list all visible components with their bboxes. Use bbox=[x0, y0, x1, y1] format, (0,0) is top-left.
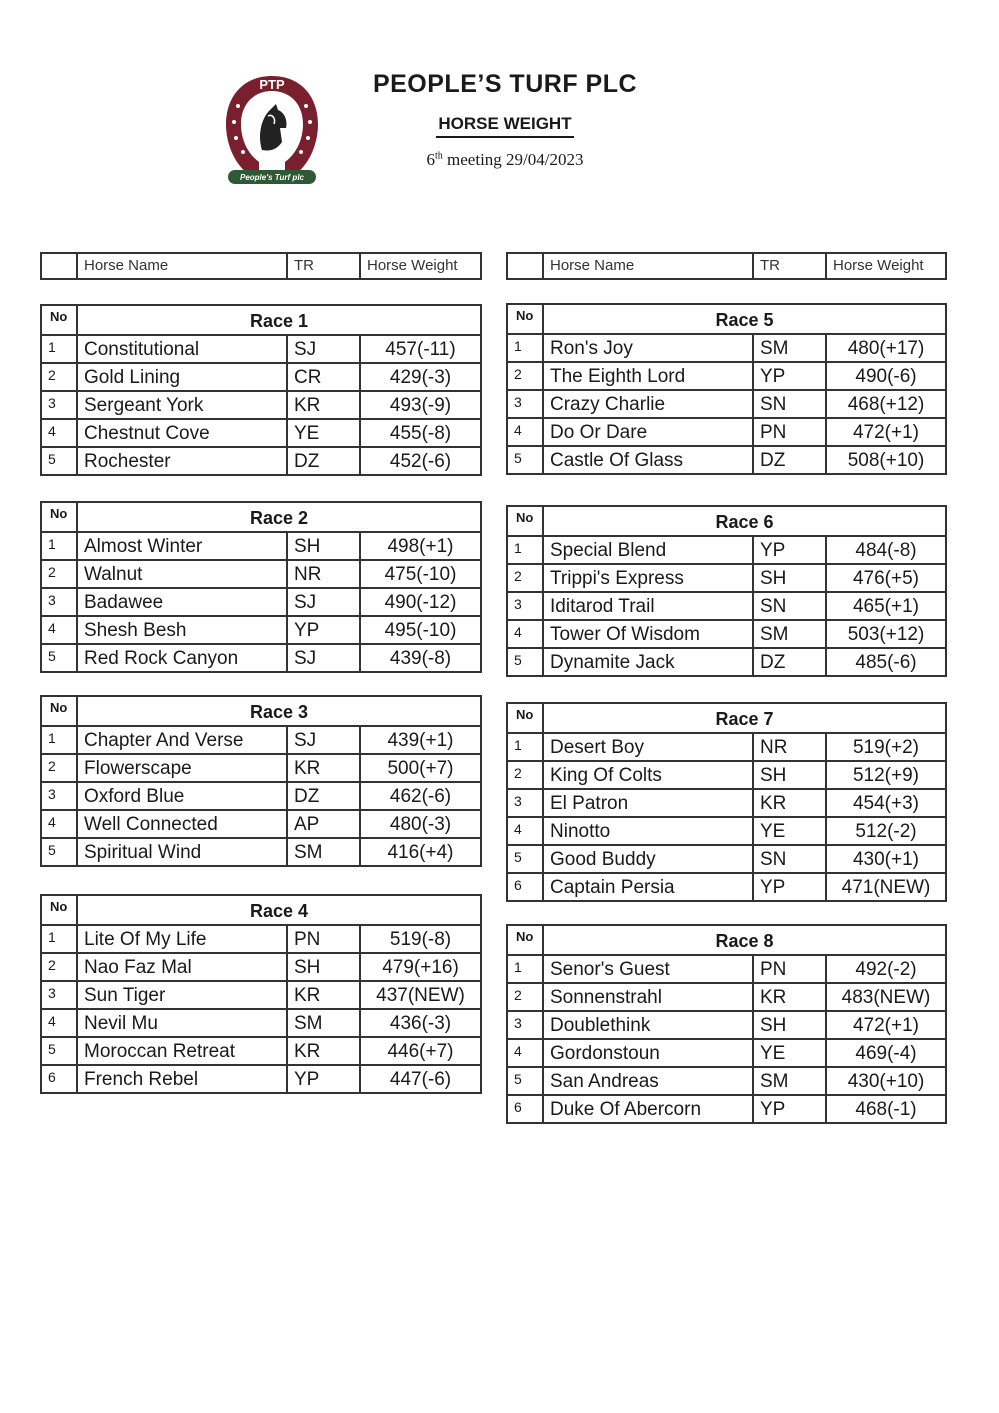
horse-weight: 475(-10) bbox=[384, 564, 457, 585]
row-no: 2 bbox=[42, 561, 78, 587]
row-no: 3 bbox=[508, 1012, 544, 1038]
no-header: No bbox=[508, 305, 544, 333]
table-row bbox=[42, 418, 480, 446]
horse-weight: 469(-4) bbox=[855, 1043, 917, 1064]
table-row bbox=[508, 1066, 945, 1094]
horse-name: Tower Of Wisdom bbox=[544, 621, 754, 647]
race-table bbox=[40, 894, 482, 1094]
horse-name: Nevil Mu bbox=[78, 1010, 288, 1036]
horse-weight: 495(-10) bbox=[384, 620, 457, 641]
trainer-code: KR bbox=[288, 982, 361, 1008]
row-no: 3 bbox=[42, 982, 78, 1008]
trainer-code: SM bbox=[754, 621, 827, 647]
race-table bbox=[40, 304, 482, 476]
horse-name: Nao Faz Mal bbox=[78, 954, 288, 980]
row-no: 4 bbox=[42, 420, 78, 446]
table-row bbox=[508, 954, 945, 982]
meeting-suffix: th bbox=[435, 150, 443, 162]
row-no: 5 bbox=[508, 846, 544, 872]
table-row bbox=[42, 334, 480, 362]
trainer-code: SJ bbox=[288, 727, 361, 753]
trainer-code: PN bbox=[754, 956, 827, 982]
meeting-info bbox=[300, 150, 710, 170]
horse-weight: 490(-6) bbox=[855, 366, 917, 387]
row-no: 1 bbox=[42, 336, 78, 362]
page-subtitle bbox=[300, 114, 710, 138]
horse-name: Chapter And Verse bbox=[78, 727, 288, 753]
horse-name: Dynamite Jack bbox=[544, 649, 754, 675]
row-no: 6 bbox=[42, 1066, 78, 1092]
table-row bbox=[508, 732, 945, 760]
horse-weight: 430(+10) bbox=[847, 1071, 925, 1092]
trainer-code: SM bbox=[754, 1068, 827, 1094]
horse-name: El Patron bbox=[544, 790, 754, 816]
subtitle-text: HORSE WEIGHT bbox=[436, 114, 573, 138]
col-tr: TR bbox=[754, 254, 827, 278]
horse-weight: 476(+5) bbox=[852, 568, 920, 589]
row-no: 1 bbox=[508, 956, 544, 982]
race-title: Race 6 bbox=[715, 512, 774, 532]
table-row bbox=[42, 753, 480, 781]
horse-name: Sonnenstrahl bbox=[544, 984, 754, 1010]
row-no: 6 bbox=[508, 874, 544, 900]
table-row bbox=[42, 531, 480, 559]
race-title: Race 5 bbox=[715, 310, 774, 330]
race-header bbox=[42, 697, 480, 725]
horse-name: Good Buddy bbox=[544, 846, 754, 872]
horse-name: Gordonstoun bbox=[544, 1040, 754, 1066]
horse-name: The Eighth Lord bbox=[544, 363, 754, 389]
horse-weight: 439(+1) bbox=[387, 730, 454, 751]
horse-name: Doublethink bbox=[544, 1012, 754, 1038]
horse-weight: 512(-2) bbox=[855, 821, 917, 842]
row-no: 1 bbox=[508, 537, 544, 563]
trainer-code: PN bbox=[288, 926, 361, 952]
horse-name: Rochester bbox=[78, 448, 288, 474]
trainer-code: YE bbox=[754, 1040, 827, 1066]
table-row bbox=[508, 591, 945, 619]
trainer-code: KR bbox=[288, 1038, 361, 1064]
horse-name: Almost Winter bbox=[78, 533, 288, 559]
horse-name: Flowerscape bbox=[78, 755, 288, 781]
horse-name: Spiritual Wind bbox=[78, 839, 288, 865]
horse-weight: 462(-6) bbox=[389, 786, 452, 807]
race-title: Race 2 bbox=[249, 508, 309, 528]
horse-name: Shesh Besh bbox=[78, 617, 288, 643]
trainer-code: SJ bbox=[288, 336, 361, 362]
row-no: 5 bbox=[42, 448, 78, 474]
race-table bbox=[506, 505, 947, 677]
col-no-blank bbox=[508, 254, 544, 278]
table-row bbox=[42, 1008, 480, 1036]
trainer-code: SH bbox=[754, 762, 827, 788]
trainer-code: SH bbox=[754, 1012, 827, 1038]
horse-weight: 480(+17) bbox=[847, 338, 925, 359]
race-table bbox=[506, 702, 947, 902]
row-no: 4 bbox=[42, 811, 78, 837]
no-header: No bbox=[42, 697, 78, 725]
horse-weight: 492(-2) bbox=[855, 959, 917, 980]
row-no: 5 bbox=[508, 1068, 544, 1094]
horse-weight: 439(-8) bbox=[389, 648, 452, 669]
col-horse-name: Horse Name bbox=[544, 254, 754, 278]
race-header bbox=[42, 503, 480, 531]
row-no: 2 bbox=[508, 762, 544, 788]
horse-name: Gold Lining bbox=[78, 364, 288, 390]
horse-weight: 429(-3) bbox=[389, 367, 452, 388]
row-no: 3 bbox=[42, 392, 78, 418]
row-no: 4 bbox=[508, 818, 544, 844]
table-row bbox=[42, 924, 480, 952]
row-no: 3 bbox=[508, 790, 544, 816]
horse-name: Duke Of Abercorn bbox=[544, 1096, 754, 1122]
col-no-blank bbox=[42, 254, 78, 278]
horse-weight: 490(-12) bbox=[384, 592, 457, 613]
logo-est: EST. 2022 bbox=[260, 96, 284, 102]
table-row bbox=[508, 1010, 945, 1038]
horse-weight: 519(-8) bbox=[389, 929, 452, 950]
row-no: 5 bbox=[508, 649, 544, 675]
table-row bbox=[42, 725, 480, 753]
page-title: PEOPLE’S TURF PLC bbox=[372, 70, 638, 98]
horse-weight: 493(-9) bbox=[389, 395, 452, 416]
table-row bbox=[508, 417, 945, 445]
row-no: 5 bbox=[42, 839, 78, 865]
no-header: No bbox=[42, 306, 78, 334]
row-no: 4 bbox=[508, 419, 544, 445]
race-header bbox=[508, 507, 945, 535]
trainer-code: SN bbox=[754, 846, 827, 872]
row-no: 3 bbox=[42, 783, 78, 809]
horse-name: Walnut bbox=[78, 561, 288, 587]
race-title: Race 8 bbox=[715, 931, 774, 951]
table-row bbox=[508, 361, 945, 389]
horse-weight: 452(-6) bbox=[389, 451, 452, 472]
table-row bbox=[508, 389, 945, 417]
horse-name: Desert Boy bbox=[544, 734, 754, 760]
horse-weight: 446(+7) bbox=[387, 1041, 454, 1062]
horse-weight: 472(+1) bbox=[852, 1015, 920, 1036]
race-title: Race 7 bbox=[715, 709, 774, 729]
horse-weight: 436(-3) bbox=[389, 1013, 452, 1034]
horse-name: Castle Of Glass bbox=[544, 447, 754, 473]
row-no: 4 bbox=[508, 1040, 544, 1066]
trainer-code: YP bbox=[754, 363, 827, 389]
trainer-code: YP bbox=[288, 617, 361, 643]
table-row bbox=[42, 615, 480, 643]
horse-weight: 465(+1) bbox=[852, 596, 920, 617]
column-header-left bbox=[40, 252, 482, 280]
table-row bbox=[508, 647, 945, 675]
table-row bbox=[42, 809, 480, 837]
trainer-code: SH bbox=[754, 565, 827, 591]
race-header bbox=[508, 926, 945, 954]
horse-weight: 416(+4) bbox=[387, 842, 454, 863]
trainer-code: YE bbox=[288, 420, 361, 446]
no-header: No bbox=[42, 503, 78, 531]
trainer-code: NR bbox=[288, 561, 361, 587]
row-no: 2 bbox=[42, 954, 78, 980]
horse-weight: 468(-1) bbox=[855, 1099, 917, 1120]
horse-weight: 483(NEW) bbox=[841, 987, 931, 1008]
column-header-right bbox=[506, 252, 947, 280]
trainer-code: DZ bbox=[288, 783, 361, 809]
horse-name: Badawee bbox=[78, 589, 288, 615]
col-tr: TR bbox=[288, 254, 361, 278]
horse-name: Crazy Charlie bbox=[544, 391, 754, 417]
table-row bbox=[508, 619, 945, 647]
col-horse-weight: Horse Weight bbox=[833, 257, 924, 274]
table-row bbox=[42, 952, 480, 980]
horse-name: Ninotto bbox=[544, 818, 754, 844]
horse-weight: 471(NEW) bbox=[841, 877, 931, 898]
row-no: 1 bbox=[42, 727, 78, 753]
horse-name: Well Connected bbox=[78, 811, 288, 837]
horse-weight: 484(-8) bbox=[855, 540, 917, 561]
trainer-code: KR bbox=[754, 790, 827, 816]
horse-name: Trippi's Express bbox=[544, 565, 754, 591]
horse-weight: 485(-6) bbox=[855, 652, 917, 673]
horse-name: San Andreas bbox=[544, 1068, 754, 1094]
horse-name: Sun Tiger bbox=[78, 982, 288, 1008]
no-header: No bbox=[42, 896, 78, 924]
trainer-code: YP bbox=[754, 1096, 827, 1122]
horse-weight: 455(-8) bbox=[389, 423, 452, 444]
trainer-code: DZ bbox=[288, 448, 361, 474]
trainer-code: SH bbox=[288, 533, 361, 559]
horse-weight: 508(+10) bbox=[847, 450, 925, 471]
horse-weight: 447(-6) bbox=[389, 1069, 452, 1090]
horse-weight: 454(+3) bbox=[852, 793, 920, 814]
trainer-code: SH bbox=[288, 954, 361, 980]
table-row bbox=[508, 1038, 945, 1066]
trainer-code: YE bbox=[754, 818, 827, 844]
table-row bbox=[42, 1064, 480, 1092]
row-no: 1 bbox=[508, 335, 544, 361]
table-row bbox=[42, 587, 480, 615]
table-row bbox=[508, 982, 945, 1010]
row-no: 2 bbox=[508, 363, 544, 389]
row-no: 4 bbox=[508, 621, 544, 647]
trainer-code: KR bbox=[754, 984, 827, 1010]
no-header: No bbox=[508, 507, 544, 535]
row-no: 3 bbox=[508, 593, 544, 619]
race-header bbox=[42, 896, 480, 924]
horse-name: Do Or Dare bbox=[544, 419, 754, 445]
table-row bbox=[42, 446, 480, 474]
row-no: 5 bbox=[42, 1038, 78, 1064]
table-row bbox=[42, 362, 480, 390]
logo-banner-text: People's Turf plc bbox=[240, 173, 304, 182]
trainer-code: SM bbox=[288, 839, 361, 865]
col-horse-weight: Horse Weight bbox=[367, 257, 458, 274]
table-row bbox=[508, 816, 945, 844]
no-header: No bbox=[508, 926, 544, 954]
horse-name: Chestnut Cove bbox=[78, 420, 288, 446]
race-title: Race 3 bbox=[249, 702, 309, 722]
horse-name: Moroccan Retreat bbox=[78, 1038, 288, 1064]
race-table bbox=[506, 303, 947, 475]
horse-name: Special Blend bbox=[544, 537, 754, 563]
row-no: 6 bbox=[508, 1096, 544, 1122]
horse-name: Oxford Blue bbox=[78, 783, 288, 809]
trainer-code: SN bbox=[754, 593, 827, 619]
horse-weight: 437(NEW) bbox=[376, 985, 465, 1006]
horse-name: Ron's Joy bbox=[544, 335, 754, 361]
race-table bbox=[40, 501, 482, 673]
row-no: 3 bbox=[42, 589, 78, 615]
table-row bbox=[508, 445, 945, 473]
row-no: 2 bbox=[42, 755, 78, 781]
horse-name: Lite Of My Life bbox=[78, 926, 288, 952]
trainer-code: KR bbox=[288, 755, 361, 781]
table-row bbox=[42, 559, 480, 587]
race-header bbox=[42, 306, 480, 334]
row-no: 1 bbox=[42, 533, 78, 559]
table-row bbox=[42, 980, 480, 1008]
row-no: 5 bbox=[42, 645, 78, 671]
trainer-code: SJ bbox=[288, 589, 361, 615]
horse-weight: 480(-3) bbox=[389, 814, 452, 835]
trainer-code: KR bbox=[288, 392, 361, 418]
trainer-code: YP bbox=[754, 874, 827, 900]
row-no: 3 bbox=[508, 391, 544, 417]
table-row bbox=[508, 844, 945, 872]
row-no: 1 bbox=[42, 926, 78, 952]
trainer-code: NR bbox=[754, 734, 827, 760]
horse-weight: 500(+7) bbox=[387, 758, 454, 779]
table-row bbox=[508, 760, 945, 788]
trainer-code: DZ bbox=[754, 447, 827, 473]
meeting-ordinal: 6 bbox=[426, 150, 435, 169]
trainer-code: CR bbox=[288, 364, 361, 390]
no-header: No bbox=[508, 704, 544, 732]
horse-weight: 512(+9) bbox=[852, 765, 920, 786]
horse-name: Senor's Guest bbox=[544, 956, 754, 982]
row-no: 5 bbox=[508, 447, 544, 473]
table-row bbox=[508, 333, 945, 361]
race-table bbox=[40, 695, 482, 867]
horse-weight: 430(+1) bbox=[852, 849, 920, 870]
meeting-date: meeting 29/04/2023 bbox=[442, 150, 584, 169]
trainer-code: YP bbox=[754, 537, 827, 563]
table-row bbox=[42, 781, 480, 809]
horse-weight: 519(+2) bbox=[852, 737, 920, 758]
row-no: 2 bbox=[508, 565, 544, 591]
table-row bbox=[42, 837, 480, 865]
race-table bbox=[506, 924, 947, 1124]
horse-name: Red Rock Canyon bbox=[78, 645, 288, 671]
table-row bbox=[508, 872, 945, 900]
table-row bbox=[42, 643, 480, 671]
table-row bbox=[508, 788, 945, 816]
table-row bbox=[508, 563, 945, 591]
table-row bbox=[42, 390, 480, 418]
horse-name: King Of Colts bbox=[544, 762, 754, 788]
horse-name: Captain Persia bbox=[544, 874, 754, 900]
horse-weight: 503(+12) bbox=[847, 624, 925, 645]
row-no: 4 bbox=[42, 1010, 78, 1036]
logo-text: PTP bbox=[259, 77, 285, 92]
trainer-code: SM bbox=[288, 1010, 361, 1036]
race-header bbox=[508, 305, 945, 333]
row-no: 2 bbox=[42, 364, 78, 390]
horse-weight: 479(+16) bbox=[382, 957, 459, 978]
horse-name: Iditarod Trail bbox=[544, 593, 754, 619]
horse-weight: 468(+12) bbox=[847, 394, 925, 415]
trainer-code: YP bbox=[288, 1066, 361, 1092]
race-header bbox=[508, 704, 945, 732]
horse-name: Constitutional bbox=[78, 336, 288, 362]
horse-weight: 498(+1) bbox=[387, 536, 454, 557]
trainer-code: SN bbox=[754, 391, 827, 417]
trainer-code: SM bbox=[754, 335, 827, 361]
trainer-code: SJ bbox=[288, 645, 361, 671]
table-row bbox=[508, 535, 945, 563]
row-no: 4 bbox=[42, 617, 78, 643]
race-title: Race 4 bbox=[249, 901, 309, 921]
trainer-code: PN bbox=[754, 419, 827, 445]
col-horse-name: Horse Name bbox=[78, 254, 288, 278]
horse-name: French Rebel bbox=[78, 1066, 288, 1092]
trainer-code: DZ bbox=[754, 649, 827, 675]
race-title: Race 1 bbox=[249, 311, 309, 331]
trainer-code: AP bbox=[288, 811, 361, 837]
horse-weight: 472(+1) bbox=[852, 422, 920, 443]
horse-weight: 457(-11) bbox=[385, 339, 456, 360]
horse-name: Sergeant York bbox=[78, 392, 288, 418]
row-no: 2 bbox=[508, 984, 544, 1010]
table-row bbox=[508, 1094, 945, 1122]
row-no: 1 bbox=[508, 734, 544, 760]
table-row bbox=[42, 1036, 480, 1064]
